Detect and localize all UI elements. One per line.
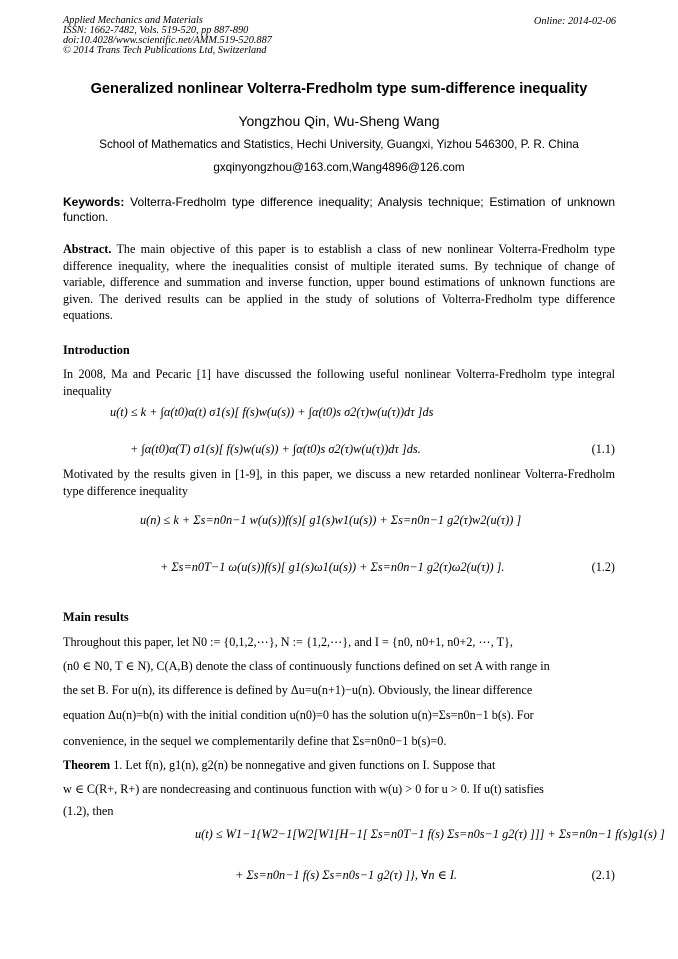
theorem-label: Theorem	[63, 758, 111, 772]
intro-paragraph-2: Motivated by the results given in [1-9], in this paper, we discuss a new retarded nonlinear Volterra-Fredholm type difference inequality	[63, 467, 615, 498]
theorem-line-3: (1.2), then	[63, 804, 114, 818]
online-date: Online: 2014-02-06	[533, 16, 616, 27]
equation-number-1-2: (1.2)	[591, 560, 615, 574]
equation-1-2-line-2: + Σs=n0T−1 ω(u(s))f(s)[ g1(s)ω1(u(s)) + Σs=n0n−1 g2(τ)ω2(u(τ)) ].	[160, 560, 505, 574]
main-paragraph-line-2: (n0 ∈ N0, T ∈ N), C(A,B) denote the class of continuously functions defined on set A with range in	[63, 659, 550, 673]
main-paragraph-line-5: convenience, in the sequel we complementarily define that Σs=n0n0−1 b(s)=0.	[63, 734, 447, 748]
keywords	[63, 195, 615, 225]
copyright-line: © 2014 Trans Tech Publications Ltd, Switzerland	[63, 45, 267, 56]
abstract-label: Abstract.	[63, 242, 112, 256]
keywords-label: Keywords:	[63, 195, 125, 209]
equation-number-1-1: (1.1)	[591, 442, 615, 456]
affiliation: School of Mathematics and Statistics, Hechi University, Guangxi, Yizhou 546300, P. R. China	[99, 138, 579, 151]
theorem-line-2: w ∈ C(R+, R+) are nondecreasing and continuous function with w(u) > 0 for u > 0. If u(t) satisfies	[63, 782, 544, 796]
main-paragraph-line-1: Throughout this paper, let N0 := {0,1,2,⋯}, N := {1,2,⋯}, and I = {n0, n0+1, n0+2, ⋯, T},	[63, 635, 513, 649]
intro-paragraph-1: In 2008, Ma and Pecaric [1] have discussed the following useful nonlinear Volterra-Fredholm type integral inequality	[63, 367, 615, 398]
theorem-line-1	[63, 757, 615, 774]
equation-2-1-line-1: u(t) ≤ W1−1{W2−1[W2[W1[H−1[ Σs=n0T−1 f(s) Σs=n0s−1 g2(τ) ]]] + Σs=n0n−1 f(s)g1(s) ]	[195, 827, 665, 841]
journal-name: Applied Mechanics and Materials	[63, 15, 203, 26]
equation-2-1-line-2: + Σs=n0n−1 f(s) Σs=n0s−1 g2(τ) ]}, ∀n ∈ I.	[235, 868, 457, 882]
abstract	[63, 241, 615, 324]
theorem-line-1-text: 1. Let f(n), g1(n), g2(n) be nonnegative and given functions on I. Suppose that	[113, 758, 496, 772]
equation-1-2-line-1: u(n) ≤ k + Σs=n0n−1 w(u(s))f(s)[ g1(s)w1(u(s)) + Σs=n0n−1 g2(τ)w2(u(τ)) ]	[140, 513, 522, 527]
paper-title: Generalized nonlinear Volterra-Fredholm type sum-difference inequality	[90, 81, 588, 97]
equation-1-1-line-1: u(t) ≤ k + ∫α(t0)α(t) σ1(s)[ f(s)w(u(s)) + ∫α(t0)s σ2(τ)w(u(τ))dτ ]ds	[110, 405, 434, 419]
intro-heading: Introduction	[63, 343, 130, 357]
author-emails: gxqinyongzhou@163.com,Wang4896@126.com	[213, 161, 465, 174]
equation-number-2-1: (2.1)	[591, 868, 615, 882]
authors: Yongzhou Qin, Wu-Sheng Wang	[238, 113, 440, 129]
keywords-text: Volterra-Fredholm type difference inequality; Analysis technique; Estimation of unknown function.	[63, 195, 615, 224]
doi-line: doi:10.4028/www.scientific.net/AMM.519-520.887	[63, 35, 272, 46]
issn-line: ISSN: 1662-7482, Vols. 519-520, pp 887-890	[63, 25, 249, 36]
journal-header	[63, 16, 272, 56]
main-results-heading: Main results	[63, 610, 129, 624]
main-paragraph-line-4: equation Δu(n)=b(n) with the initial condition u(n0)=0 has the solution u(n)=Σs=n0n−1 b(s). For	[63, 708, 534, 722]
abstract-text: The main objective of this paper is to establish a class of new nonlinear Volterra-Fredholm type difference inequality, where the inequalities consist of multiple iterated sums. By technique of change of variable, difference and summation and inverse function, upper bound estimations of unknown functions are given. The derived results can be applied in the study of solutions of Volterra-Fredholm type difference equations.	[63, 242, 615, 322]
main-paragraph-line-3: the set B. For u(n), its difference is defined by Δu=u(n+1)−u(n). Obviously, the linear difference	[63, 683, 533, 697]
equation-1-1-line-2: + ∫α(t0)α(T) σ1(s)[ f(s)w(u(s)) + ∫α(t0)s σ2(τ)w(u(τ))dτ ]ds.	[130, 442, 421, 456]
